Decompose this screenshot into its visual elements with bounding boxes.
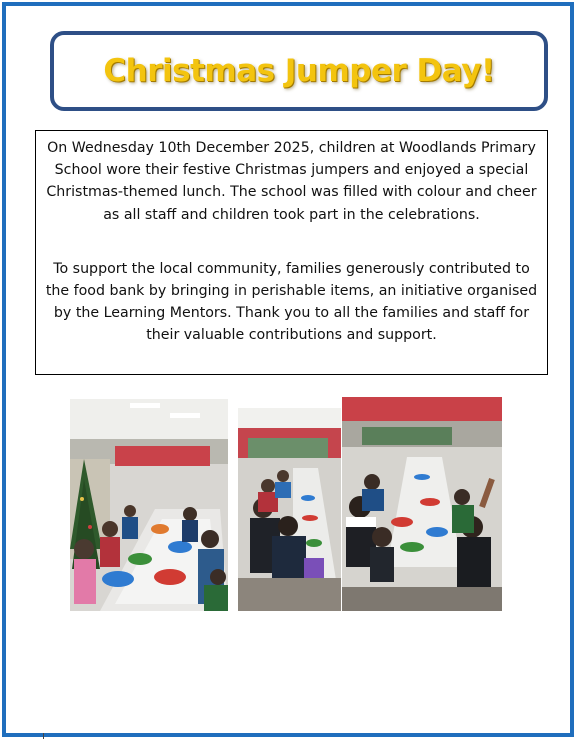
- title-banner: [50, 31, 548, 111]
- photo-long-table: [238, 408, 341, 611]
- article-text-box: [35, 130, 548, 375]
- paragraph-event: On Wednesday 10th December 2025, children at Woodlands Primary School wore their festive Christmas jumpers and enjoyed a special Christmas-themed lunch. The school was filled with colour and cheer as all staff and children took part in the celebrations.: [46, 140, 537, 223]
- page-title: Christmas Jumper Day!: [103, 53, 495, 89]
- paragraph-food-bank: To support the local community, families generously contributed to the food bank by bringing in perishable items, an initiative organised by the Learning Mentors. Thank you to all the families and staff for their valuable contributions and support.: [45, 260, 538, 344]
- photo-hall-tree: [70, 399, 228, 611]
- photo-children-waving: [342, 397, 502, 611]
- text-cursor: [43, 733, 44, 739]
